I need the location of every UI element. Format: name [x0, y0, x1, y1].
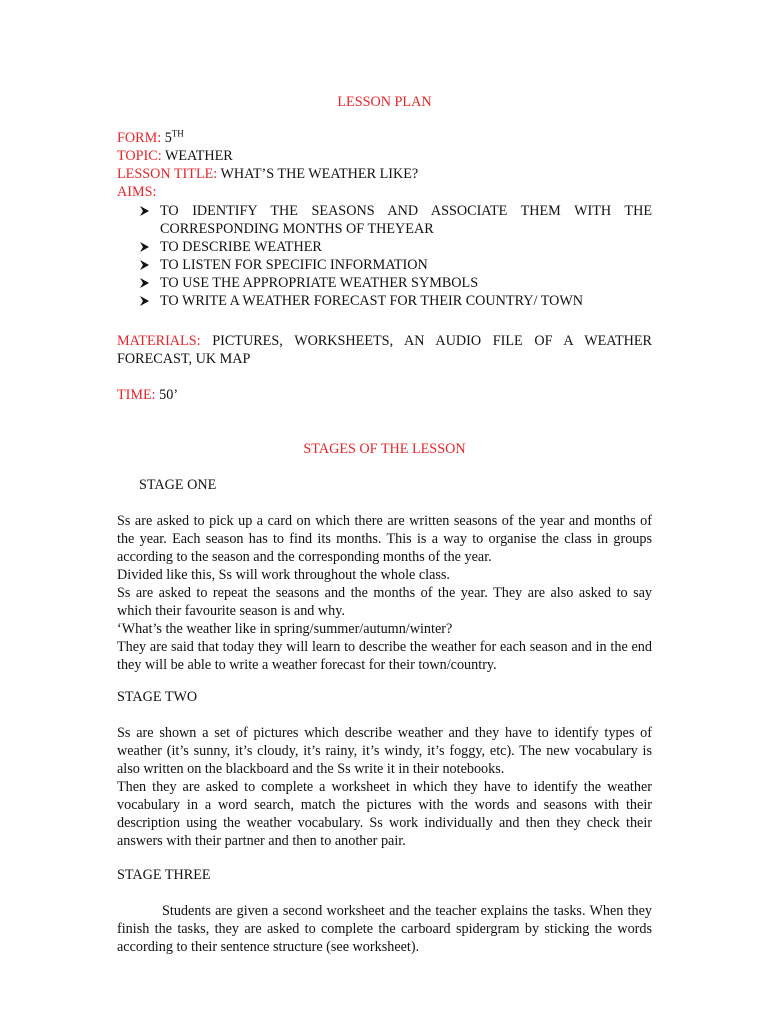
aims-list-item: TO LISTEN FOR SPECIFIC INFORMATION — [139, 256, 652, 274]
stage-three-heading: STAGE THREE — [117, 867, 211, 883]
time-line — [117, 386, 652, 404]
stages-heading: STAGES OF THE LESSON — [303, 441, 466, 457]
time-value: 50’ — [159, 387, 179, 403]
form-value: 5 — [164, 130, 172, 146]
stage-one-paragraph: Ss are asked to repeat the seasons and the months of the year. They are also asked to say which their favourite season is and why. — [117, 585, 652, 619]
aims-label: AIMS: — [117, 184, 157, 200]
stage-one-paragraph: Ss are asked to pick up a card on which there are written seasons of the year and months of the year. Each season has to find its months. This is a way to organise the class in groups according to the season and the corresponding months of the year. — [117, 513, 652, 565]
arrow-bullet-icon — [139, 274, 153, 294]
form-label: FORM: — [117, 130, 162, 146]
stage-two-body — [117, 724, 652, 850]
materials-value: PICTURES, WORKSHEETS, AN AUDIO FILE OF A WEATHER FORECAST, UK MAP — [117, 333, 652, 367]
stage-one-body — [117, 512, 652, 674]
aims-list-item: TO DESCRIBE WEATHER — [139, 238, 652, 256]
aims-list-item: TO USE THE APPROPRIATE WEATHER SYMBOLS — [139, 274, 652, 292]
stage-two-paragraph: Ss are shown a set of pictures which describe weather and they have to identify types of weather (it’s sunny, it’s cloudy, it’s rainy, it’s windy, it’s foggy, etc). The new vocabulary is also written on the blackboard and the Ss write it in their notebooks. — [117, 725, 652, 777]
lesson-title-label: LESSON TITLE: — [117, 166, 218, 182]
topic-line — [117, 147, 652, 165]
aims-list-item: TO WRITE A WEATHER FORECAST FOR THEIR COUNTRY/ TOWN — [139, 292, 652, 310]
materials-label: MATERIALS: — [117, 333, 201, 349]
lesson-title-line — [117, 165, 652, 183]
stage-one-paragraph: ‘What’s the weather like in spring/summer/autumn/winter? — [117, 621, 453, 637]
time-label: TIME: — [117, 387, 156, 403]
aims-list — [139, 202, 652, 310]
form-value-sup: TH — [171, 128, 184, 139]
stage-three-paragraph: Students are given a second worksheet and the teacher explains the tasks. When they finish the tasks, they are asked to complete the carboard spidergram by sticking the words according to their sentence structure (see worksheet). — [117, 903, 652, 955]
stage-one-paragraph: Divided like this, Ss will work throughout the whole class. — [117, 567, 450, 583]
topic-label: TOPIC: — [117, 148, 162, 164]
lesson-plan-title: LESSON PLAN — [337, 94, 432, 110]
arrow-bullet-icon — [139, 238, 153, 258]
stage-two-heading: STAGE TWO — [117, 689, 198, 705]
stage-one-paragraph: They are said that today they will learn to describe the weather for each season and in the end they will be able to write a weather forecast for their town/country. — [117, 639, 652, 673]
stage-two-paragraph: Then they are asked to complete a worksheet in which they have to identify the weather vocabulary in a word search, match the pictures with the words and seasons with their description using the weather vocabulary. Ss work individually and then they check their answers with their partner and then to another pair. — [117, 779, 652, 849]
stage-one-heading: STAGE ONE — [139, 477, 217, 493]
arrow-bullet-icon — [139, 202, 153, 222]
materials-paragraph — [117, 332, 652, 368]
form-line — [117, 129, 652, 147]
topic-value: WEATHER — [164, 148, 233, 164]
lesson-title-value: WHAT’S THE WEATHER LIKE? — [220, 166, 419, 182]
aims-list-item: TO IDENTIFY THE SEASONS AND ASSOCIATE THEM WITH THE CORRESPONDING MONTHS OF THEYEAR — [139, 202, 652, 238]
arrow-bullet-icon — [139, 256, 153, 276]
arrow-bullet-icon — [139, 292, 153, 312]
